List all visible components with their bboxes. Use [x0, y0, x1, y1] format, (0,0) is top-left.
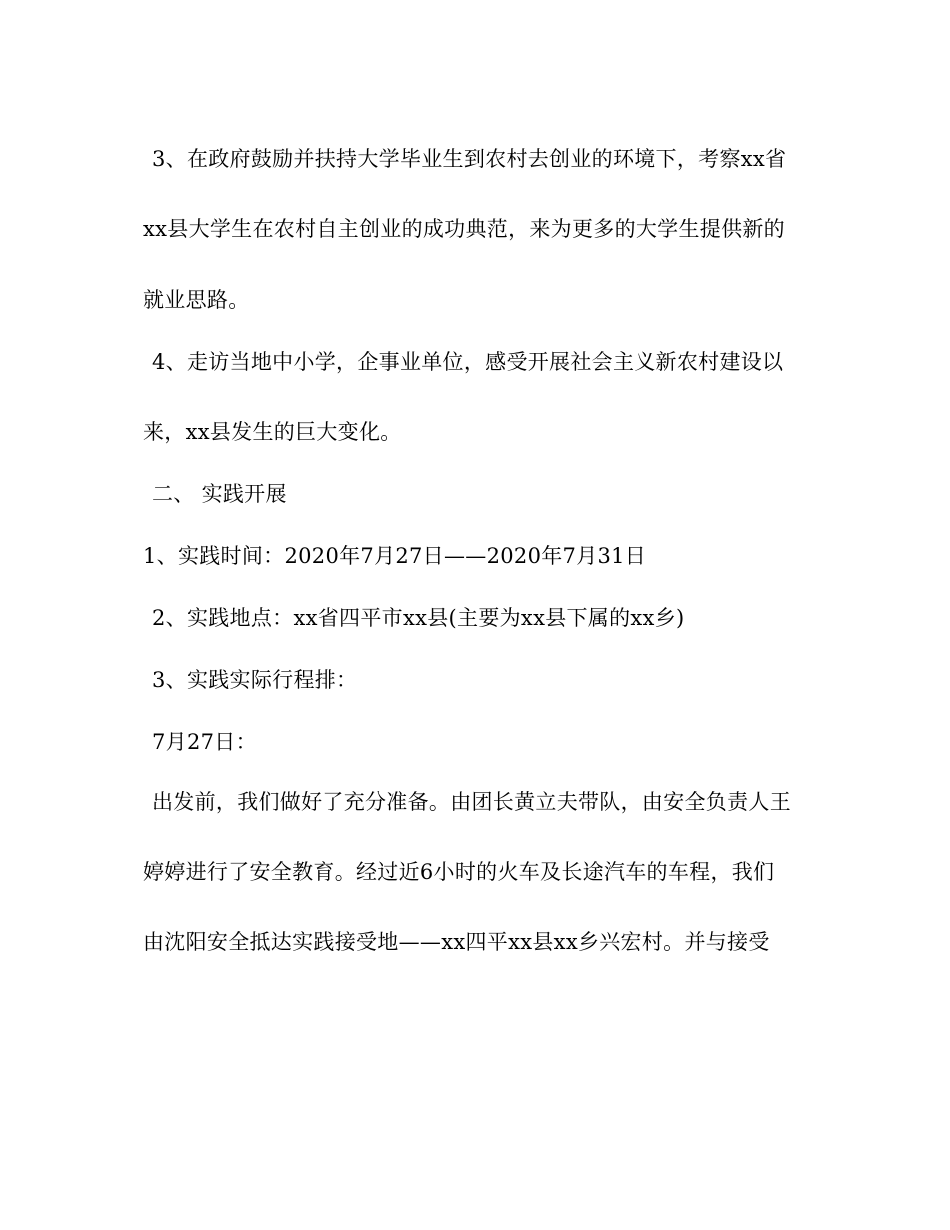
paragraph-line: 由沈阳安全抵达实践接受地——xx四平xx县xx乡兴宏村。并与接受 — [143, 930, 770, 954]
paragraph-line: 1、实践时间：2020年7月27日——2020年7月31日 — [143, 544, 647, 568]
paragraph-line: 3、在政府鼓励并扶持大学毕业生到农村去创业的环境下，考察xx省 — [152, 147, 787, 171]
section-heading: 二、 实践开展 — [152, 482, 287, 506]
paragraph-line: 4、走访当地中小学，企事业单位，感受开展社会主义新农村建设以 — [152, 350, 784, 374]
paragraph-line: 婷婷进行了安全教育。经过近6小时的火车及长途汽车的车程，我们 — [143, 860, 775, 884]
paragraph-line: xx县大学生在农村自主创业的成功典范，来为更多的大学生提供新的 — [143, 217, 785, 241]
date-heading: 7月27日： — [152, 730, 257, 754]
paragraph-line: 来，xx县发生的巨大变化。 — [143, 420, 402, 444]
paragraph-line: 就业思路。 — [143, 288, 250, 312]
paragraph-line: 3、实践实际行程排： — [152, 668, 358, 692]
paragraph-line: 2、实践地点：xx省四平市xx县(主要为xx县下属的xx乡) — [152, 606, 685, 630]
paragraph-line: 出发前，我们做好了充分准备。由团长黄立夫带队，由安全负责人王 — [152, 790, 791, 814]
